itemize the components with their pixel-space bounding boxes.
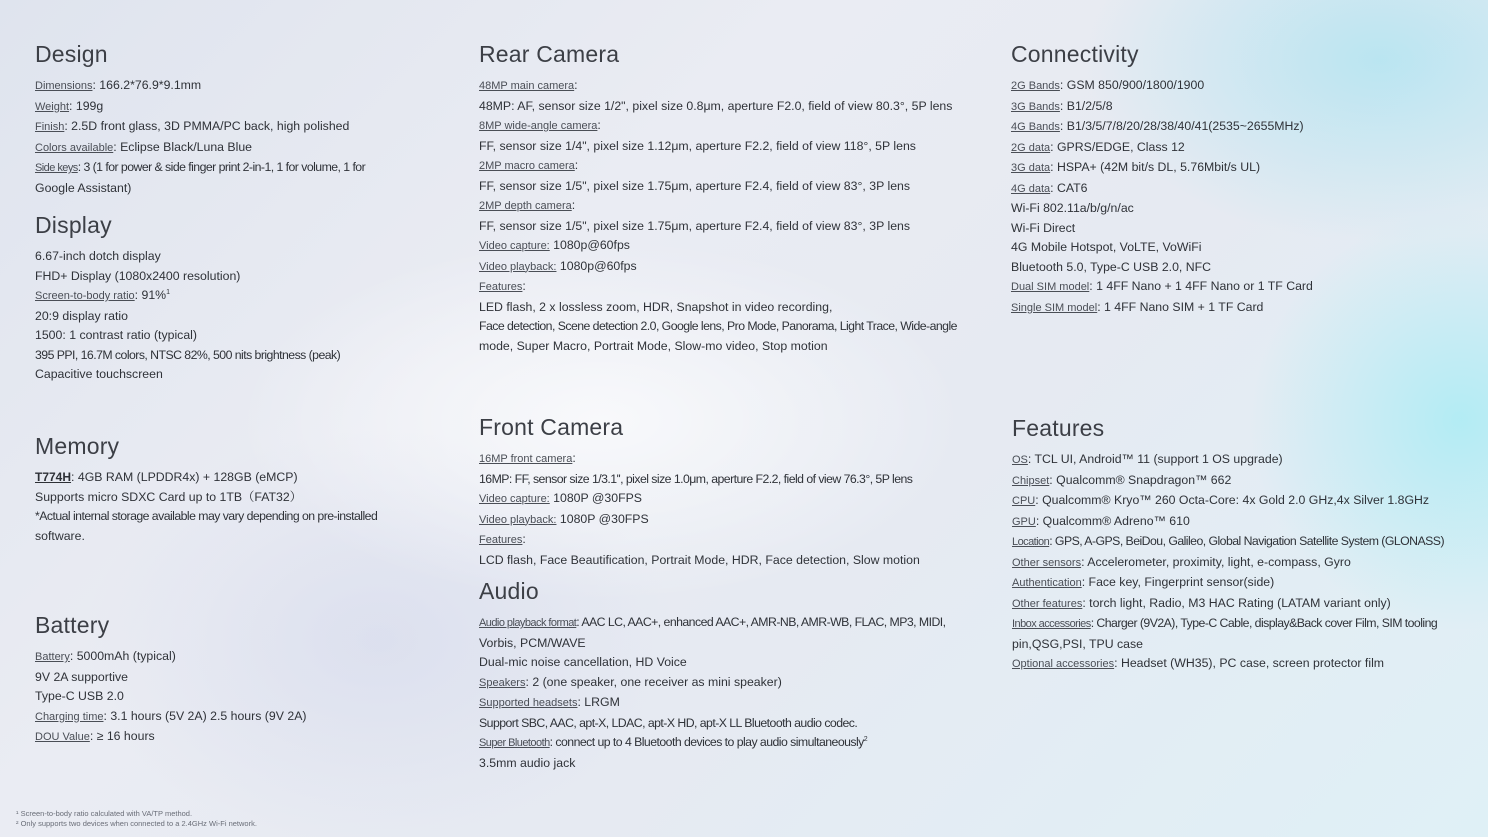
charging-time-label: Charging time [35, 710, 104, 723]
display-size: 6.67-inch dotch display [35, 249, 161, 263]
battery-label: Battery [35, 651, 70, 663]
dimensions-value: : 166.2*76.9*9.1mm [92, 78, 202, 92]
footnote-2: ² Only supports two devices when connected to a 2.4GHz Wi-Fi network. [16, 819, 257, 828]
colon: : [571, 198, 576, 212]
4g-data-value: : CAT6 [1050, 180, 1088, 195]
video-capture-value: 1080p@60fps [549, 238, 630, 252]
rear-camera-section [479, 40, 957, 356]
bluetooth-codecs: Support SBC, AAC, apt-X, LDAC, apt-X HD, apt-X LL Bluetooth audio codec. [479, 715, 858, 730]
memory-section [35, 432, 377, 546]
display-section [35, 211, 340, 385]
2g-bands-value: : GSM 850/900/1800/1900 [1059, 78, 1205, 92]
headsets-value: : LRGM [577, 695, 620, 709]
chipset-label: Chipset [1012, 474, 1050, 487]
super-bluetooth-value: : connect up to 4 Bluetooth devices to play audio simultaneously [549, 735, 864, 749]
footnote-1: ¹ Screen-to-body ratio calculated with VA/TP method. [16, 809, 193, 818]
colon: : [522, 279, 526, 293]
macro-camera-value: FF, sensor size 1/5", pixel size 1.75μm, aperture F2.4, field of view 83°, 3P lens [479, 178, 911, 193]
display-resolution: FHD+ Display (1080x2400 resolution) [35, 268, 241, 283]
single-sim-value: : 1 4FF Nano SIM + 1 TF Card [1097, 299, 1264, 314]
gpu-value: : Qualcomm® Adreno™ 610 [1035, 513, 1190, 528]
2g-data-label: 2G data [1011, 141, 1051, 154]
3g-data-label: 3G data [1011, 162, 1051, 174]
4g-bands-value: : B1/3/5/7/8/20/28/38/40/41(2535~2655MHz) [1059, 119, 1304, 133]
dimensions-label: Dimensions [35, 80, 93, 92]
wide-camera-value: FF, sensor size 1/4", pixel size 1.12μm, aperture F2.2, field of view 118°, 5P lens [479, 138, 916, 153]
connectivity-section [1011, 40, 1313, 318]
2g-bands-label: 2G Bands [1011, 80, 1060, 92]
3g-data-value: : HSPA+ (42M bit/s DL, 5.76Mbit/s UL) [1050, 160, 1261, 174]
authentication-label: Authentication [1012, 577, 1082, 589]
noise-cancellation: Dual-mic noise cancellation, HD Voice [479, 655, 687, 669]
single-sim-label: Single SIM model [1011, 301, 1098, 314]
inbox-accessories-value: : Charger (9V2A), Type-C Cable, display&Back cover Film, SIM tooling [1090, 616, 1438, 630]
memory-value: : 4GB RAM (LPDDR4x) + 128GB (eMCP) [71, 470, 298, 484]
cpu-value: : Qualcomm® Kryo™ 260 Octa-Core: 4x Gold 2.0 GHz,4x Silver 1.8GHz [1035, 493, 1430, 507]
optional-accessories-value: : Headset (WH35), PC case, screen protector film [1114, 656, 1385, 670]
battery-value: : 5000mAh (typical) [69, 649, 176, 663]
3g-bands-label: 3G Bands [1011, 100, 1060, 113]
depth-camera-value: FF, sensor size 1/5", pixel size 1.75μm, aperture F2.4, field of view 83°, 3P lens [479, 218, 911, 233]
features-title: Features [1012, 415, 1105, 441]
speakers-value: : 2 (one speaker, one receiver as mini speaker) [525, 674, 782, 689]
touchscreen: Capacitive touchscreen [35, 367, 163, 381]
other-features-label: Other features [1012, 597, 1083, 610]
rear-features-line1: LED flash, 2 x lossless zoom, HDR, Snapshot in video recording, [479, 299, 833, 314]
optional-accessories-label: Optional accessories [1012, 658, 1115, 670]
os-value: : TCL UI, Android™ 11 (support 1 OS upgrade) [1027, 452, 1283, 466]
video-playback-value: 1080p@60fps [556, 258, 637, 273]
headsets-label: Supported headsets [479, 697, 578, 709]
design-section [35, 40, 365, 198]
rear-features-label: Features [479, 281, 523, 293]
usb-type: Type-C USB 2.0 [35, 689, 124, 703]
front-video-playback-label: Video playback: [479, 513, 557, 526]
wifi-standards: Wi-Fi 802.11a/b/g/n/ac [1011, 201, 1134, 215]
dual-sim-value: : 1 4FF Nano + 1 4FF Nano or 1 TF Card [1089, 279, 1313, 293]
screen-to-body-label: Screen-to-body ratio [35, 290, 135, 302]
colors-value: : Eclipse Black/Luna Blue [113, 139, 253, 154]
gpu-label: GPU [1012, 515, 1036, 528]
colon: : [597, 118, 601, 132]
footnote-ref-2: 2 [863, 735, 868, 743]
display-title: Display [35, 212, 112, 238]
front-video-capture-value: 1080P @30FPS [549, 491, 642, 505]
audio-format-label: Audio playback format [479, 617, 577, 629]
features-section [1012, 414, 1444, 675]
chipset-value: : Qualcomm® Snapdragon™ 662 [1049, 472, 1232, 487]
inbox-accessories-continued: pin,QSG,PSI, TPU case [1012, 636, 1143, 651]
audio-section [479, 577, 946, 773]
colon: : [574, 78, 578, 92]
super-bluetooth-label: Super Bluetooth [479, 737, 550, 749]
depth-camera-label: 2MP depth camera [479, 200, 572, 212]
audio-jack: 3.5mm audio jack [479, 755, 576, 770]
inbox-accessories-label: Inbox accessories [1012, 618, 1091, 630]
screen-to-body-value: : 91% [134, 288, 167, 302]
wide-camera-label: 8MP wide-angle camera [479, 120, 598, 132]
sensors-label: Other sensors [1012, 556, 1082, 569]
wifi-direct: Wi-Fi Direct [1011, 220, 1076, 235]
charging-time-value: : 3.1 hours (5V 2A) 2.5 hours (9V 2A) [103, 708, 307, 723]
location-label: Location [1012, 536, 1050, 548]
battery-title: Battery [35, 612, 110, 638]
front-features-label: Features [479, 534, 523, 546]
colon: : [572, 451, 576, 465]
display-specs: 395 PPI, 16.7M colors, NTSC 82%, 500 nits brightness (peak) [35, 347, 341, 362]
front-camera-title: Front Camera [479, 414, 624, 440]
macro-camera-label: 2MP macro camera [479, 160, 575, 172]
front-camera-label: 16MP front camera [479, 453, 573, 465]
weight-value: : 199g [69, 98, 104, 113]
weight-label: Weight [35, 100, 70, 113]
charging-support: 9V 2A supportive [35, 669, 128, 684]
bluetooth: Bluetooth 5.0, Type-C USB 2.0, NFC [1011, 259, 1212, 274]
rear-features-line3: mode, Super Macro, Portrait Mode, Slow-mo video, Stop motion [479, 338, 828, 353]
model-label: T774H [35, 470, 72, 484]
audio-title: Audio [479, 578, 539, 604]
design-title: Design [35, 41, 108, 67]
video-playback-label: Video playback: [479, 260, 557, 273]
2g-data-value: : GPRS/EDGE, Class 12 [1050, 139, 1185, 154]
storage-note-continued: software. [35, 528, 85, 543]
front-features-value: LCD flash, Face Beautification, Portrait Mode, HDR, Face detection, Slow motion [479, 552, 920, 567]
hotspot: 4G Mobile Hotspot, VoLTE, VoWiFi [1011, 240, 1202, 254]
front-camera-section [479, 413, 920, 570]
contrast-ratio: 1500: 1 contrast ratio (typical) [35, 328, 197, 342]
dou-value: : ≥ 16 hours [89, 729, 155, 743]
footnote-ref-1: 1 [166, 288, 171, 296]
other-features-value: : torch light, Radio, M3 HAC Rating (LATAM variant only) [1082, 595, 1391, 610]
front-video-playback-value: 1080P @30FPS [556, 511, 649, 526]
front-video-capture-label: Video capture: [479, 493, 550, 505]
rear-features-line2: Face detection, Scene detection 2.0, Google lens, Pro Mode, Panorama, Light Trace, Wide-angle [479, 319, 957, 333]
rear-camera-title: Rear Camera [479, 41, 620, 67]
authentication-value: : Face key, Fingerprint sensor(side) [1081, 575, 1275, 589]
location-value: : GPS, A-GPS, BeiDou, Galileo, Global Navigation Satellite System (GLONASS) [1049, 534, 1444, 548]
main-camera-value: 48MP: AF, sensor size 1/2", pixel size 0.8μm, aperture F2.0, field of view 80.3°, 5P lens [479, 98, 953, 113]
video-capture-label: Video capture: [479, 240, 550, 252]
finish-label: Finish [35, 121, 65, 133]
side-keys-continued: Google Assistant) [35, 180, 132, 195]
4g-bands-label: 4G Bands [1011, 121, 1060, 133]
sensors-value: : Accelerometer, proximity, light, e-compass, Gyro [1081, 554, 1351, 569]
side-keys-value: : 3 (1 for power & side finger print 2-in-1, 1 for volume, 1 for [77, 160, 366, 174]
colon: : [574, 158, 579, 172]
colon: : [522, 532, 526, 546]
main-camera-label: 48MP main camera [479, 80, 575, 92]
audio-format-continued: Vorbis, PCM/WAVE [479, 635, 586, 650]
cpu-label: CPU [1012, 495, 1036, 507]
dual-sim-label: Dual SIM model [1011, 281, 1090, 293]
dou-label: DOU Value [35, 731, 90, 743]
speakers-label: Speakers [479, 676, 526, 689]
finish-value: : 2.5D front glass, 3D PMMA/PC back, high polished [64, 119, 350, 133]
os-label: OS [1012, 454, 1028, 466]
storage-note: *Actual internal storage available may vary depending on pre-installed [35, 509, 378, 523]
4g-data-label: 4G data [1011, 182, 1051, 195]
sd-card-support: Supports micro SDXC Card up to 1TB（FAT32） [35, 489, 302, 504]
battery-section [35, 611, 307, 748]
side-keys-label: Side keys [35, 162, 78, 174]
memory-title: Memory [35, 433, 120, 459]
connectivity-title: Connectivity [1011, 41, 1139, 67]
audio-format-value: : AAC LC, AAC+, enhanced AAC+, AMR-NB, AMR-WB, FLAC, MP3, MIDI, [576, 615, 946, 629]
colors-label: Colors available [35, 141, 114, 154]
display-ratio: 20:9 display ratio [35, 308, 128, 323]
front-camera-value: 16MP: FF, sensor size 1/3.1'', pixel size 1.0μm, aperture F2.2, field of view 76.3°, 5P lens [479, 471, 913, 486]
3g-bands-value: : B1/2/5/8 [1059, 98, 1113, 113]
